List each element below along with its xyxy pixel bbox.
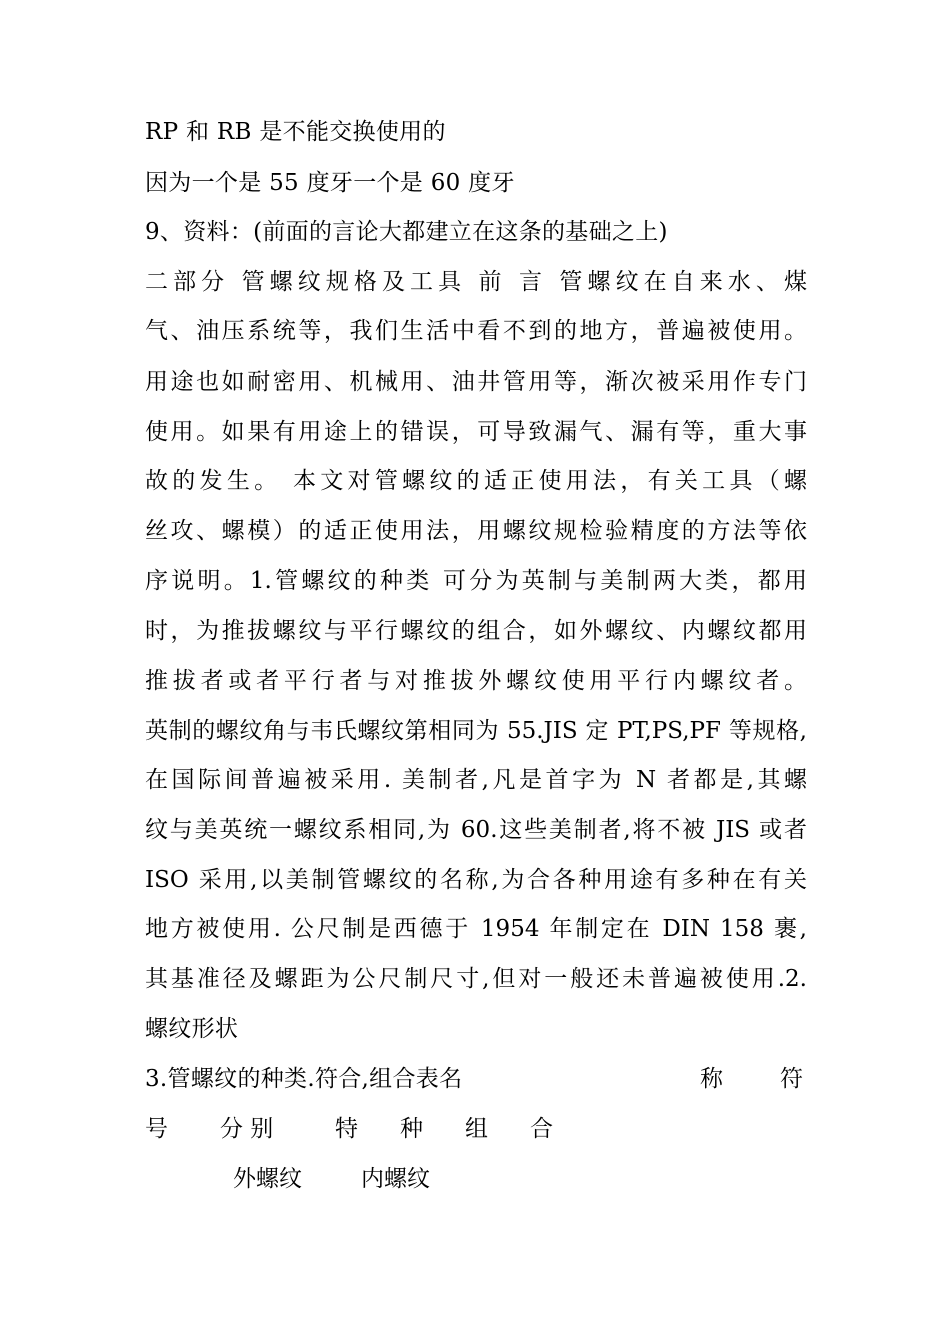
text-line-british-thread: 英制的螺纹角与韦氏螺纹第相同为 55.JIS 定 PT,PS,PF 等规格,	[145, 718, 807, 744]
text-line-thread-angle: 因为一个是 55 度牙一个是 60 度牙	[145, 170, 515, 196]
text-line-metric-thread: 地方被使用. 公尺制是西德于 1954 年制定在 DIN 158 裹,	[145, 916, 807, 942]
table-header-he: 合	[530, 1116, 553, 1142]
table-header-symbol: 符	[780, 1066, 803, 1092]
text-line-table-title: 3.管螺纹的种类.符合,组合表名	[145, 1066, 463, 1092]
text-line-body: 气、油压系统等，我们生活中看不到的地方，普遍被使用。	[145, 318, 807, 344]
table-header-hao: 号	[145, 1116, 168, 1142]
text-line-thread-shape: 螺纹形状	[145, 1016, 239, 1042]
table-header-zu: 组	[465, 1116, 488, 1142]
text-line-rp-rb: RP 和 RB 是不能交换使用的	[145, 119, 446, 145]
table-header-zhong: 种	[400, 1116, 423, 1142]
text-line-body: 纹与美英统一螺纹系相同,为 60.这些美制者,将不被 JIS 或者	[145, 817, 807, 843]
table-header-outer-thread: 外螺纹	[233, 1166, 302, 1192]
text-line-body: 时，为推拔螺纹与平行螺纹的组合，如外螺纹、内螺纹都用	[145, 618, 807, 644]
text-line-part-two-heading: 二部分 管螺纹规格及工具 前 言 管螺纹在自来水、煤	[145, 269, 807, 295]
text-line-pipe-thread-types: 序说明。1.管螺纹的种类 可分为英制与美制两大类，都用	[145, 568, 807, 594]
text-line-section-9: 9、资料：(前面的言论大都建立在这条的基础之上)	[145, 219, 668, 245]
text-line-body: 用途也如耐密用、机械用、油井管用等，渐次被采用作专门	[145, 369, 807, 395]
table-header-category: 分 别	[220, 1116, 274, 1142]
text-line-body: 其基准径及螺距为公尺制尺寸,但对一般还未普遍被使用.2.	[145, 966, 807, 992]
table-header-te: 特	[335, 1116, 358, 1142]
table-header-name: 称	[700, 1066, 723, 1092]
table-header-inner-thread: 内螺纹	[361, 1166, 430, 1192]
text-line-body: 丝攻、螺模）的适正使用法，用螺纹规检验精度的方法等依	[145, 518, 807, 544]
text-line-body: ISO 采用,以美制管螺纹的名称,为合各种用途有多种在有关	[145, 867, 807, 893]
text-line-body: 故的发生。 本文对管螺纹的适正使用法，有关工具（螺	[145, 468, 807, 494]
text-line-body: 使用。如果有用途上的错误，可导致漏气、漏有等，重大事	[145, 419, 807, 445]
text-line-american-thread: 在国际间普遍被采用. 美制者,凡是首字为 N 者都是,其螺	[145, 767, 807, 793]
text-line-body: 推拔者或者平行者与对推拔外螺纹使用平行内螺纹者。	[145, 668, 807, 694]
